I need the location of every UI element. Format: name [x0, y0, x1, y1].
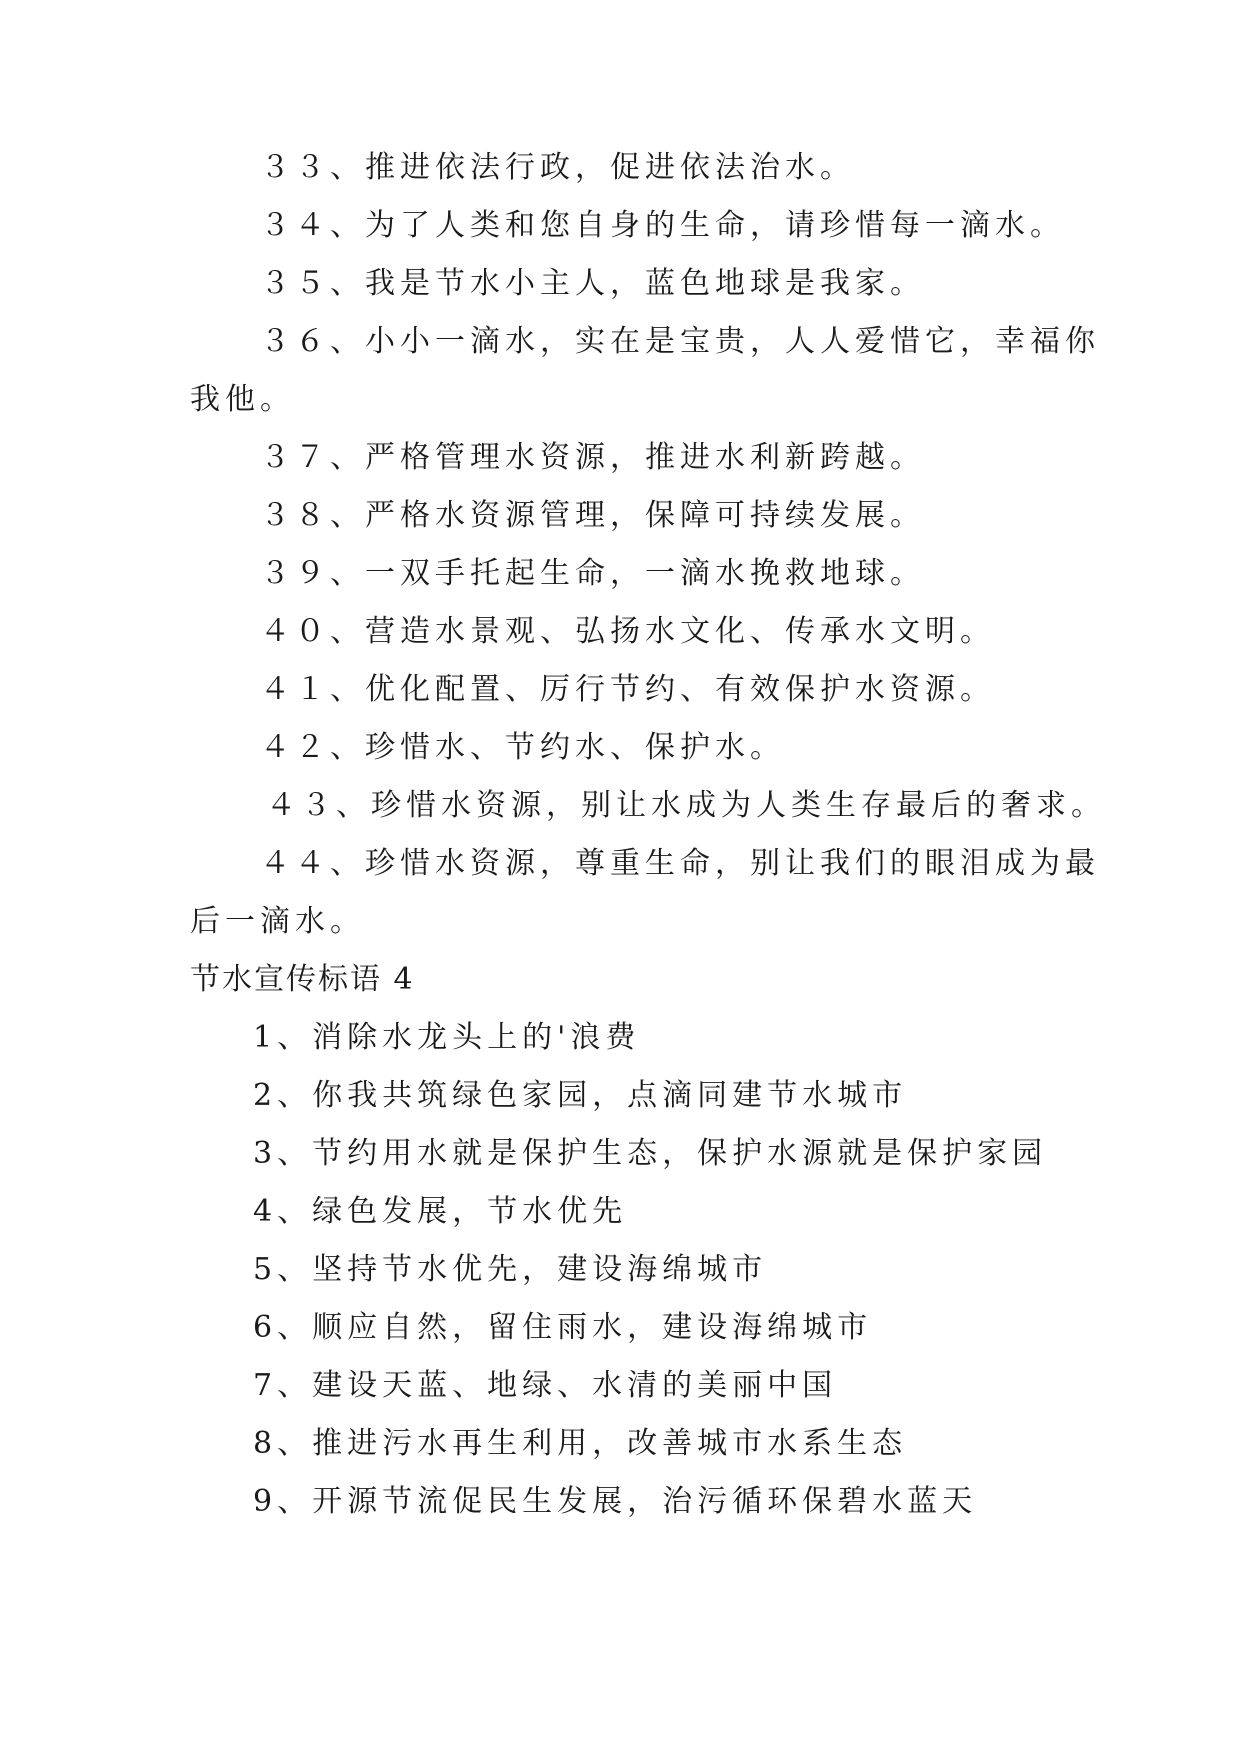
slogan-41: ４１、优化配置、厉行节约、有效保护水资源。	[260, 672, 995, 707]
list-item: 2、你我共筑绿色家园，点滴同建节水城市	[253, 1078, 908, 1113]
slogan-43: ４３、珍惜水资源，别让水成为人类生存最后的奢求。	[266, 788, 1106, 823]
slogan-44: ４４、珍惜水资源，尊重生命，别让我们的眼泪成为最	[260, 846, 1100, 881]
list-item: 8、推进污水再生利用，改善城市水系生态	[253, 1426, 908, 1461]
list-item: 6、顺应自然，留住雨水，建设海绵城市	[253, 1310, 873, 1345]
slogan-37: ３７、严格管理水资源，推进水利新跨越。	[260, 440, 925, 475]
slogan-33: ３３、推进依法行政，促进依法治水。	[260, 150, 855, 185]
list-item: 3、节约用水就是保护生态，保护水源就是保护家园	[253, 1136, 1048, 1171]
list-item: 9、开源节流促民生发展，治污循环保碧水蓝天	[253, 1484, 978, 1519]
slogan-35: ３５、我是节水小主人，蓝色地球是我家。	[260, 266, 925, 301]
slogan-36-continued: 我他。	[190, 382, 295, 417]
slogan-36: ３６、小小一滴水，实在是宝贵，人人爱惜它，幸福你	[260, 324, 1100, 359]
slogan-44-continued: 后一滴水。	[190, 904, 365, 939]
slogan-34: ３４、为了人类和您自身的生命，请珍惜每一滴水。	[260, 208, 1065, 243]
list-item: 7、建设天蓝、地绿、水清的美丽中国	[253, 1368, 838, 1403]
slogan-39: ３９、一双手托起生命，一滴水挽救地球。	[260, 556, 925, 591]
section-heading: 节水宣传标语 4	[190, 962, 415, 997]
slogan-40: ４０、营造水景观、弘扬水文化、传承水文明。	[260, 614, 995, 649]
list-item: 4、绿色发展，节水优先	[253, 1194, 628, 1229]
slogan-42: ４２、珍惜水、节约水、保护水。	[260, 730, 785, 765]
list-item: 1、消除水龙头上的'浪费	[253, 1020, 641, 1055]
slogan-38: ３８、严格水资源管理，保障可持续发展。	[260, 498, 925, 533]
list-item: 5、坚持节水优先，建设海绵城市	[253, 1252, 768, 1287]
